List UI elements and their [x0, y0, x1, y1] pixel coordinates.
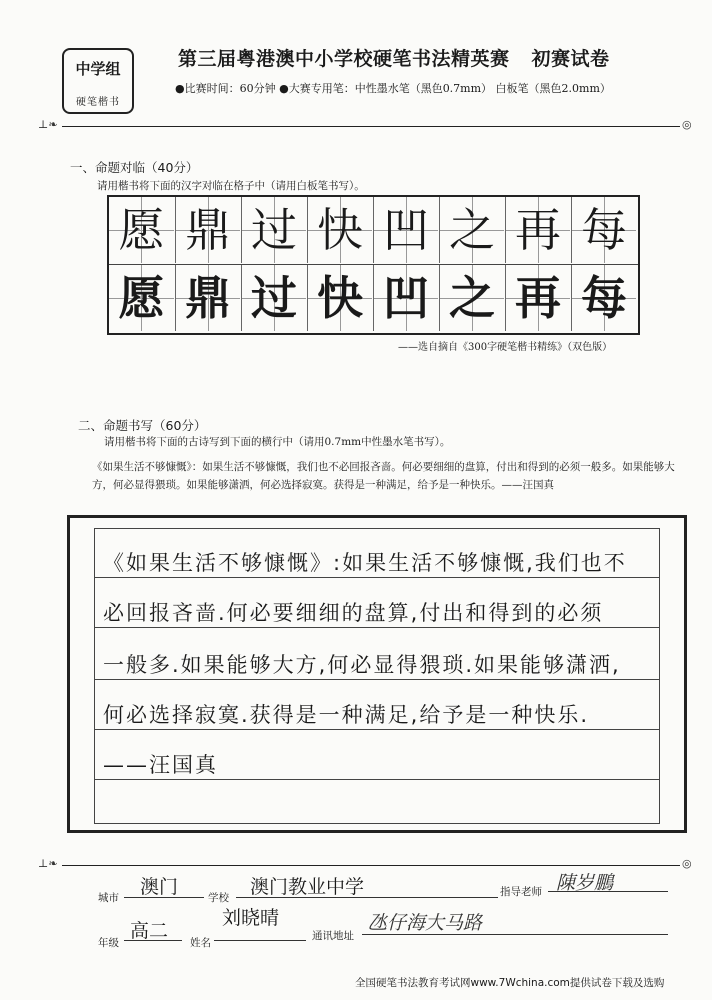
writing-box [67, 515, 687, 833]
written-char: 过 [251, 271, 297, 325]
model-char: 凹 [383, 203, 429, 257]
writing-rule [95, 577, 659, 578]
exam-title-main: 第三届粤港澳中小学校硬笔书法精英赛 [178, 48, 510, 70]
model-char: 快 [317, 203, 363, 257]
ornament-right-icon: ◎ [682, 857, 692, 870]
handwritten-line: 《如果生活不够慷慨》:如果生活不够慷慨,我们也不 [103, 551, 627, 575]
handwritten-line: 必回报吝啬.何必要细细的盘算,付出和得到的必须 [103, 601, 604, 625]
model-char-cell [109, 197, 174, 263]
model-char-cell [175, 197, 240, 263]
poem-text: 《如果生活不够慷慨》：如果生活不够慷慨，我们也不必回报吝啬。何必要细细的盘算，付出和得到的必须一般多。如果能够大方，何必显得猥琐。如果能够潇洒，何必选择寂寞。获得是一种满足，给予是一种快乐。——汪国真 [92, 461, 675, 491]
written-char-cell [373, 265, 438, 331]
writing-rule [95, 627, 659, 628]
exam-title [178, 44, 610, 71]
section1-heading: 一、命题对临（40分） [70, 160, 199, 175]
model-char-cell [307, 197, 372, 263]
divider-bottom [62, 865, 680, 866]
model-char-cell [439, 197, 504, 263]
written-char-cell [439, 265, 504, 331]
city-value: 澳门 [140, 876, 179, 898]
writing-lines [94, 528, 660, 824]
handwritten-line: 何必选择寂寞.获得是一种满足,给予是一种快乐. [103, 703, 590, 727]
handwritten-line: 一般多.如果能够大方,何必显得猥琐.如果能够潇洒, [103, 653, 621, 677]
model-char: 再 [515, 203, 561, 257]
model-char: 之 [449, 203, 495, 257]
ornament-left-icon: ⊥❧ [38, 118, 58, 131]
model-char-cell [373, 197, 438, 263]
section2-instruction: 请用楷书将下面的古诗写到下面的横行中（请用0.7mm中性墨水笔书写）。 [104, 436, 451, 448]
model-char: 鼎 [185, 203, 231, 257]
address-label: 通讯地址 [312, 930, 354, 942]
section2-heading: 二、命题书写（60分） [78, 418, 207, 433]
written-char-cell [175, 265, 240, 331]
writing-rule [95, 779, 659, 780]
school-value: 澳门教业中学 [250, 876, 365, 898]
model-char: 过 [251, 203, 297, 257]
written-char-cell [571, 265, 636, 331]
footer-note: 全国硬笔书法教育考试网www.7Wchina.com提供试卷下载及选购 [355, 977, 665, 989]
group-sub-label: 硬笔楷书 [76, 97, 120, 108]
model-char-cell [571, 197, 636, 263]
exam-subtitle: ●比赛时间：60分钟 ●大赛专用笔：中性墨水笔（黑色0.7mm） 白板笔（黑色2.0mm） [175, 82, 611, 95]
ornament-left-icon: ⊥❧ [38, 857, 58, 870]
grade-underline [124, 940, 182, 941]
written-char-cell [307, 265, 372, 331]
handwritten-line: ——汪国真 [103, 753, 218, 777]
model-char: 每 [581, 203, 627, 257]
model-char-cell [241, 197, 306, 263]
divider-top [62, 126, 680, 127]
address-underline [362, 934, 668, 935]
written-char: 每 [581, 271, 627, 325]
written-char: 愿 [118, 271, 165, 325]
ornament-right-icon: ◎ [682, 118, 692, 131]
name-label: 姓名 [190, 937, 211, 949]
school-label: 学校 [208, 892, 229, 904]
city-underline [124, 897, 204, 898]
written-char-cell [241, 265, 306, 331]
model-char: 愿 [118, 203, 165, 257]
teacher-underline [548, 891, 668, 892]
source-note: ——选自摘自《300字硬笔楷书精练》（双色版） [398, 342, 613, 353]
written-char: 凹 [383, 271, 429, 325]
city-label: 城市 [98, 892, 119, 904]
written-char: 再 [515, 271, 561, 325]
school-underline [236, 897, 498, 898]
name-underline [214, 940, 306, 941]
written-char: 快 [317, 271, 363, 325]
grade-value: 高二 [130, 920, 169, 942]
name-value: 刘晓晴 [222, 907, 280, 929]
grade-label: 年级 [98, 937, 119, 949]
teacher-value: 陳岁鵬 [556, 872, 614, 894]
exam-title-right: 初赛试卷 [531, 48, 610, 70]
group-label: 中学组 [75, 60, 121, 78]
teacher-label: 指导老师 [500, 886, 542, 898]
written-char-cell [109, 265, 174, 331]
copy-grid [107, 195, 640, 335]
writing-rule [95, 679, 659, 680]
written-char: 之 [449, 271, 495, 325]
section1-instruction: 请用楷书将下面的汉字对临在格子中（请用白板笔书写）。 [97, 180, 365, 192]
model-char-cell [505, 197, 570, 263]
written-char-cell [505, 265, 570, 331]
group-badge [62, 48, 134, 114]
writing-rule [95, 729, 659, 730]
written-char: 鼎 [185, 271, 231, 325]
address-value: 氹仔海大马路 [368, 912, 483, 934]
